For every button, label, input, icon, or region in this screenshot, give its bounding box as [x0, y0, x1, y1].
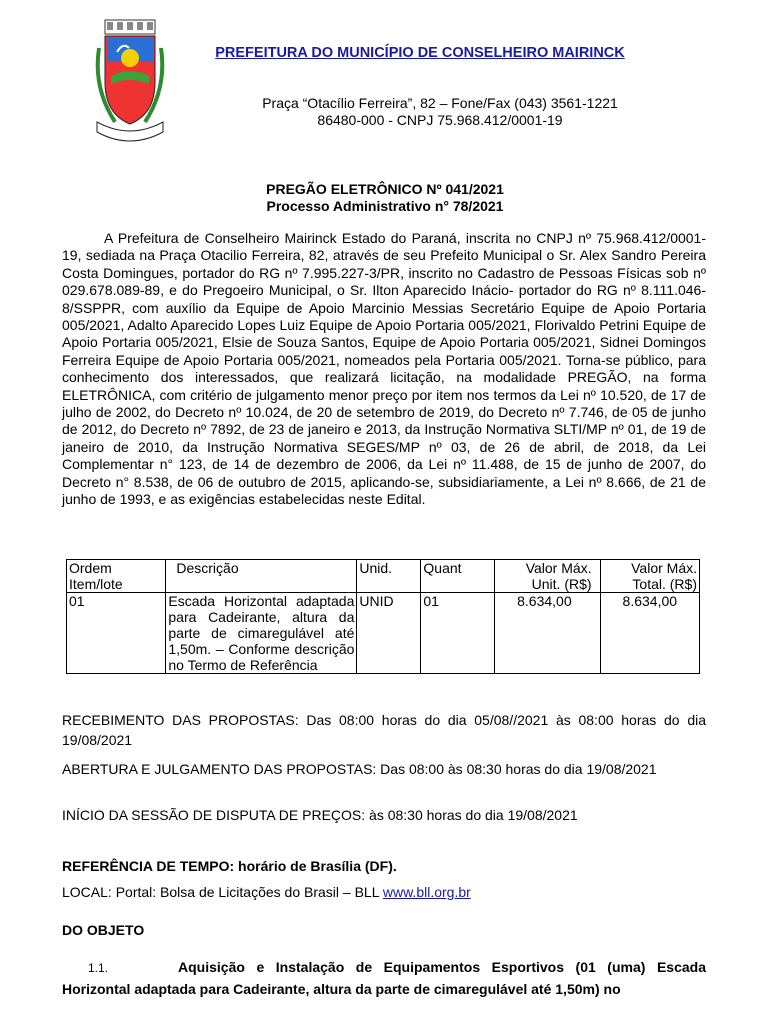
referencia-tempo: REFERÊNCIA DE TEMPO: horário de Brasília (DF). — [62, 858, 397, 874]
objeto-item-text: Aquisição e Instalação de Equipamentos Esportivos (01 (uma) Escada Horizontal adaptada para Cadeirante, altura da parte de cimaregulável até 1,50m) no — [62, 959, 706, 997]
cell-ordem: 01 — [67, 593, 166, 674]
objeto-item — [62, 957, 706, 1000]
header-unid: Unid. — [357, 560, 421, 593]
intro-paragraph — [62, 230, 706, 509]
header-ordem: Ordem Item/lote — [67, 560, 166, 593]
items-table — [66, 559, 700, 674]
cell-valor-total: 8.634,00 — [600, 593, 699, 674]
table-header-row — [67, 560, 700, 593]
header-valor-unit: Valor Máx. Unit. (R$) — [495, 560, 600, 593]
municipal-crest-icon — [93, 18, 167, 152]
inicio-sessao: INÍCIO DA SESSÃO DE DISPUTA DE PREÇOS: às 08:30 horas do dia 19/08/2021 — [62, 807, 578, 823]
abertura-julgamento: ABERTURA E JULGAMENTO DAS PROPOSTAS: Das 08:00 às 08:30 horas do dia 19/08/2021 — [62, 761, 657, 777]
cell-unid: UNID — [357, 593, 421, 674]
table-row — [67, 593, 700, 674]
address-line-2: 86480-000 - CNPJ 75.968.412/0001-19 — [317, 112, 563, 128]
address-line-1: Praça “Otacílio Ferreira”, 82 – Fone/Fax (043) 3561-1221 — [262, 95, 618, 111]
header-valor-total: Valor Máx. Total. (R$) — [600, 560, 699, 593]
intro-text: A Prefeitura de Conselheiro Mairinck Estado do Paraná, inscrita no CNPJ nº 75.968.412/0001-19, sediada na Praça Otacilio Ferreira, 82, através de seu Prefeito Municipal o Sr. Alex Sandro Pereira Costa Domingues, portador do RG nº 7.995.227-3/PR, inscrito no Cadastro de Pessoas Físicas sob nº 029.678.089-89, e do Pregoeiro Municipal, o Sr. Ilton Aparecido Inácio- portador do RG nº 8.111.046-8/SSPPR, com auxílio da Equipe de Apoio Marcinio Messias Secretário Equipe de Apoio Portaria 005/2021, Adalto Aparecido Lopes Luiz Equipe de Apoio Portaria 005/2021, Florivaldo Petrini Equipe de Apoio Portaria 005/2021, Elsie de Souza Santos, Equipe de Apoio Portaria 005/2021, Sidnei Domingos Ferreira Equipe de Apoio Portaria 005/2021, nomeados pela Portaria 005/2021. Torna-se público, para conhecimento dos interessados, que realizará licitação, na modalidade PREGÃO, na forma ELETRÔNICA, com critério de julgamento menor preço por item nos termos da Lei nº 10.520, de 17 de julho de 2002, do Decreto nº 10.024, de 20 de setembro de 2019, do Decreto nº 7.746, de 05 de junho de 2012, do Decreto nº 7892, de 23 de janeiro e 2013, da Instrução Normativa SLTI/MP nº 01, de 19 de janeiro de 2010, da Instrução Normativa SEGES/MP nº 03, de 26 de abril, de 2018, da Lei Complementar n° 123, de 14 de dezembro de 2006, da Lei nº 11.488, de 15 de junho de 2007, do Decreto n° 8.538, de 06 de outubro de 2015, aplicando-se, subsidiariamente, a Lei nº 8.666, de 21 de junho de 1993, e as exigências estabelecidas neste Edital. — [62, 230, 706, 508]
cell-valor-unit: 8.634,00 — [495, 593, 600, 674]
document-title: PREGÃO ELETRÔNICO Nº 041/2021 — [266, 181, 504, 197]
objeto-item-number: 1.1. — [88, 961, 109, 975]
local-label: LOCAL: Portal: Bolsa de Licitações do Brasil – BLL — [62, 884, 379, 900]
header-quant: Quant — [421, 560, 495, 593]
cell-descricao: Escada Horizontal adaptada para Cadeirante, altura da parte de cimaregulável até 1,50m. – Conforme descrição no Termo de Referência — [166, 593, 357, 674]
recebimento-propostas: RECEBIMENTO DAS PROPOSTAS: Das 08:00 horas do dia 05/08//2021 às 08:00 horas do dia 19/08/2021 — [62, 712, 706, 748]
objeto-heading: DO OBJETO — [62, 922, 145, 938]
local-line — [62, 882, 706, 902]
header-descricao: Descrição — [166, 560, 357, 593]
municipality-title: PREFEITURA DO MUNICÍPIO DE CONSELHEIRO MAIRINCK — [215, 45, 625, 61]
cell-quant: 01 — [421, 593, 495, 674]
header-address — [190, 95, 690, 129]
document-subtitle: Processo Administrativo n° 78/2021 — [266, 198, 504, 214]
bll-link[interactable]: www.bll.org.br — [382, 884, 471, 900]
